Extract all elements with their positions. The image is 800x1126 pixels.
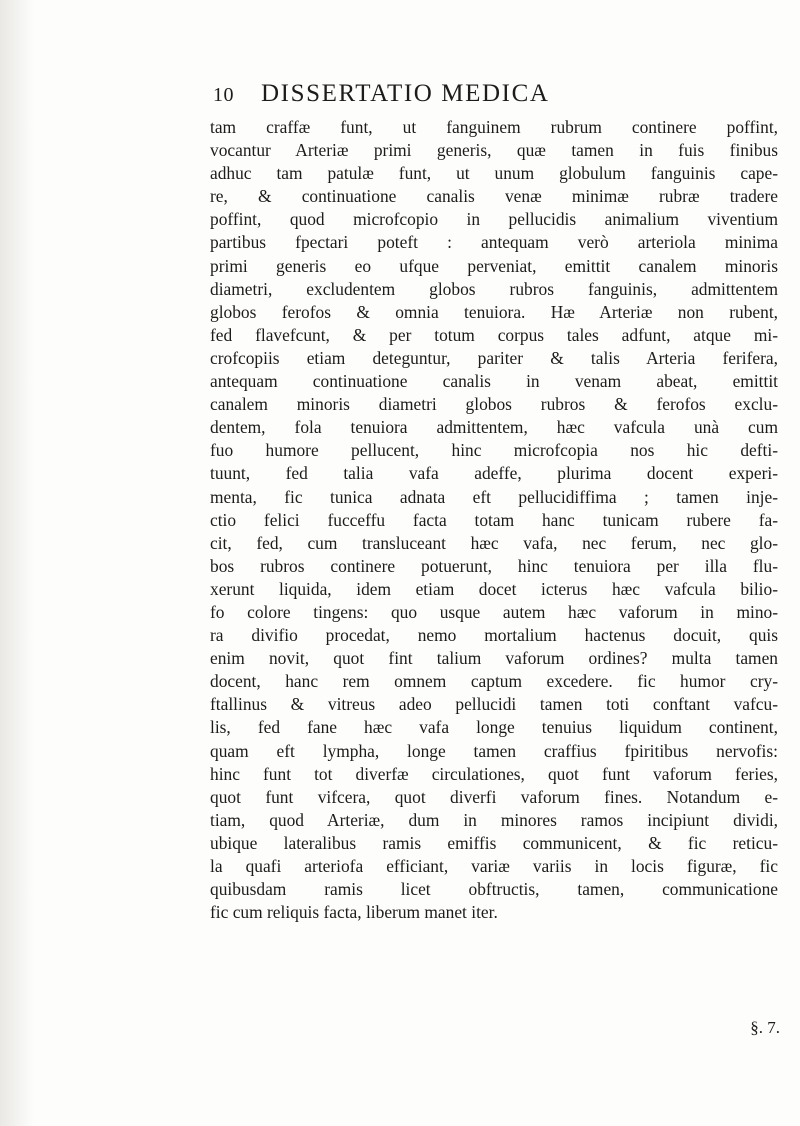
page-footer xyxy=(700,1018,780,1042)
text-line: tuunt, fed talia vafa adeffe, plurima docent experi- xyxy=(210,463,778,484)
text-line: quibusdam ramis licet obftructis, tamen, communicatione xyxy=(210,879,778,900)
text-line: vocantur Arteriæ primi generis, quæ tamen in fuis finibus xyxy=(210,140,778,161)
catchword: §. 7. xyxy=(750,1018,780,1037)
text-line: fuo humore pellucent, hinc microfcopia nos hic defti- xyxy=(210,440,778,461)
text-line: canalem minoris diametri globos rubros & ferofos exclu- xyxy=(210,394,778,415)
text-line: ra divifio procedat, nemo mortalium hactenus docuit, quis xyxy=(210,625,778,646)
text-line: quam eft lympha, longe tamen craffius fpiritibus nervofis: xyxy=(210,740,778,761)
running-title: DISSERTATIO MEDICA xyxy=(261,80,550,107)
body-text xyxy=(210,116,778,924)
text-line: enim novit, quot fint talium vaforum ordines? multa tamen xyxy=(210,648,778,669)
text-line: fed flavefcunt, & per totum corpus tales adfunt, atque mi- xyxy=(210,324,778,345)
text-line: ubique lateralibus ramis emiffis communicent, & fic reticu- xyxy=(210,832,778,853)
text-line: hinc funt tot diverfæ circulationes, quot funt vaforum feries, xyxy=(210,763,778,784)
text-line: tam craffæ funt, ut fanguinem rubrum continere poffint, xyxy=(210,117,778,137)
text-line: tiam, quod Arteriæ, dum in minores ramos incipiunt dividi, xyxy=(210,809,778,830)
text-line: menta, fic tunica adnata eft pellucidiffima ; tamen inje- xyxy=(210,486,778,507)
text-line: diametri, excludentem globos rubros fanguinis, admittentem xyxy=(210,278,778,299)
text-line: re, & continuatione canalis venæ minimæ rubræ tradere xyxy=(210,186,778,207)
text-line: fo colore tingens: quo usque autem hæc vaforum in mino- xyxy=(210,601,778,622)
page-number: 10 xyxy=(213,84,234,106)
text-line: globos ferofos & omnia tenuiora. Hæ Arteriæ non rubent, xyxy=(210,301,778,322)
text-line: partibus fpectari poteft : antequam verò arteriola minima xyxy=(210,232,778,253)
text-line: bos rubros continere potuerunt, hinc tenuiora per illa flu- xyxy=(210,555,778,576)
text-line: lis, fed fane hæc vafa longe tenuius liquidum continent, xyxy=(210,717,778,738)
text-line: dentem, fola tenuiora admittentem, hæc vafcula unà cum xyxy=(210,417,778,438)
text-line: poffint, quod microfcopio in pellucidis animalium viventium xyxy=(210,209,778,230)
text-line: primi generis eo ufque perveniat, emittit canalem minoris xyxy=(210,255,778,276)
text-line: adhuc tam patulæ funt, ut unum globulum fanguinis cape- xyxy=(210,163,778,184)
page-header xyxy=(213,80,733,116)
text-line: antequam continuatione canalis in venam abeat, emittit xyxy=(210,371,778,392)
text-line: quot funt vifcera, quot diverfi vaforum fines. Notandum e- xyxy=(210,786,778,807)
page-edge-shadow xyxy=(0,0,34,1126)
text-line: crofcopiis etiam deteguntur, pariter & talis Arteria ferifera, xyxy=(210,347,778,368)
text-line: la quafi arteriofa efficiant, variæ variis in locis figuræ, fic xyxy=(210,856,778,876)
text-line: ctio felici fucceffu facta totam hanc tunicam rubere fa- xyxy=(210,509,778,530)
text-line: ftallinus & vitreus adeo pellucidi tamen toti conftant vafcu- xyxy=(210,694,778,715)
text-line: docent, hanc rem omnem captum excedere. fic humor cry- xyxy=(210,671,778,692)
text-line: cit, fed, cum transluceant hæc vafa, nec ferum, nec glo- xyxy=(210,532,778,553)
text-line: xerunt liquida, idem etiam docet icterus hæc vafcula bilio- xyxy=(210,578,778,599)
text-line: fic cum reliquis facta, liberum manet iter. xyxy=(210,902,498,923)
